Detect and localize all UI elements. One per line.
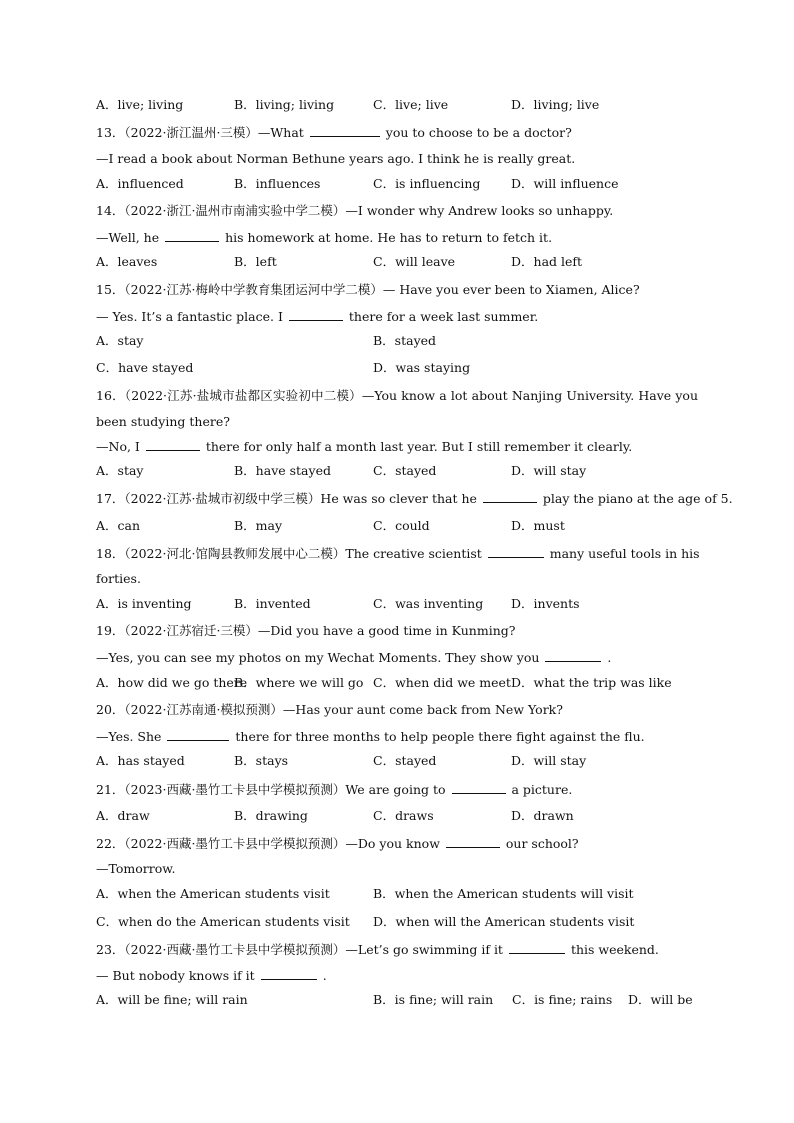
answer-option: B．when the American students will visit: [373, 886, 634, 901]
answer-blank[interactable]: [483, 490, 537, 503]
question-text-after: there for a week last summer.: [348, 309, 539, 324]
answer-option: D．had left: [511, 254, 583, 269]
question-text-after: this weekend.: [570, 942, 659, 957]
question-text-after: a picture.: [511, 782, 573, 797]
question-line: [96, 308, 538, 325]
answer-option: D．was staying: [373, 360, 471, 375]
answer-blank[interactable]: [165, 229, 219, 242]
answer-option: D．what the trip was like: [511, 675, 672, 690]
answer-blank[interactable]: [146, 438, 200, 451]
text-line: —Tomorrow.: [96, 861, 176, 876]
answer-option: B．drawing: [234, 808, 308, 823]
answer-option: D．must: [511, 518, 565, 533]
question-text: 13．（2022·浙江温州·三模）—What: [96, 125, 304, 140]
question-text: 23．（2022·西藏·墨竹工卡县中学模拟预测）—Let’s go swimming if it: [96, 942, 503, 957]
answer-option: D．living; live: [511, 97, 600, 112]
question-text: — Yes. It’s a fantastic place. I: [96, 309, 283, 324]
answer-option: A．stay: [96, 463, 144, 478]
question-line: [96, 649, 611, 666]
answer-option: C．when do the American students visit: [96, 914, 350, 929]
question-line: [96, 545, 700, 562]
question-text: 17．（2022·江苏·盐城市初级中学三模）He was so clever that he: [96, 491, 477, 506]
answer-option: B．invented: [234, 596, 311, 611]
answer-option: D．invents: [511, 596, 580, 611]
question-text: —Well, he: [96, 230, 160, 245]
answer-blank[interactable]: [446, 835, 500, 848]
answer-option: A．can: [96, 518, 141, 533]
answer-option: C．will leave: [373, 254, 456, 269]
answer-option: B．left: [234, 254, 277, 269]
answer-option: A．when the American students visit: [96, 886, 330, 901]
answer-option: B．have stayed: [234, 463, 331, 478]
question-text: —Yes. She: [96, 729, 162, 744]
answer-option: D．will stay: [511, 463, 587, 478]
question-line: [96, 728, 645, 745]
answer-option: C．stayed: [373, 463, 437, 478]
question-text: 18．（2022·河北·馆陶县教师发展中心二模）The creative scientist: [96, 546, 482, 561]
answer-option: B．is fine; will rain: [373, 992, 494, 1007]
answer-option: D．will stay: [511, 753, 587, 768]
question-text-after: there for only half a month last year. But I still remember it clearly.: [205, 439, 633, 454]
answer-option: C．draws: [373, 808, 434, 823]
answer-blank[interactable]: [488, 545, 544, 558]
question-text-after: his homework at home. He has to return to fetch it.: [225, 230, 553, 245]
answer-blank[interactable]: [545, 649, 601, 662]
answer-option: D．will influence: [511, 176, 619, 191]
answer-option: A．influenced: [96, 176, 184, 191]
question-line: [96, 835, 579, 852]
answer-option: A．how did we go there: [96, 675, 248, 690]
answer-option: B．stayed: [373, 333, 437, 348]
answer-option: D．will be: [628, 992, 693, 1007]
question-text: 22．（2022·西藏·墨竹工卡县中学模拟预测）—Do you know: [96, 836, 440, 851]
question-text-after: play the piano at the age of 5.: [542, 491, 733, 506]
question-text: —Yes, you can see my photos on my Wechat Moments. They show you: [96, 650, 540, 665]
answer-option: A．will be fine; will rain: [96, 992, 248, 1007]
answer-option: A．is inventing: [96, 596, 192, 611]
question-line: 16．（2022·江苏·盐城市盐都区实验初中二模）—You know a lot about Nanjing University. Have you: [96, 388, 698, 403]
question-text-after: .: [322, 968, 327, 983]
text-line: 14．（2022·浙江·温州市南浦实验中学二模）—I wonder why Andrew looks so unhappy.: [96, 203, 614, 218]
question-line: [96, 490, 733, 507]
text-line: 19．（2022·江苏宿迁·三模）—Did you have a good time in Kunming?: [96, 623, 516, 638]
text-line: forties.: [96, 571, 141, 586]
answer-option: C．when did we meet: [373, 675, 511, 690]
answer-option: C．is fine; rains: [512, 992, 613, 1007]
answer-option: C．stayed: [373, 753, 437, 768]
answer-option: C．is influencing: [373, 176, 481, 191]
answer-option: B．stays: [234, 753, 289, 768]
answer-blank[interactable]: [509, 941, 565, 954]
question-text-after: many useful tools in his: [549, 546, 700, 561]
answer-blank[interactable]: [452, 781, 506, 794]
answer-option: B．influences: [234, 176, 321, 191]
answer-option: A．has stayed: [96, 753, 185, 768]
answer-option: D．drawn: [511, 808, 574, 823]
question-line: [96, 941, 659, 958]
question-line: [96, 781, 572, 798]
question-line: [96, 124, 572, 141]
question-line: [96, 967, 327, 984]
answer-blank[interactable]: [261, 967, 317, 980]
question-text: 21．（2023·西藏·墨竹工卡县中学模拟预测）We are going to: [96, 782, 446, 797]
text-line: 20．（2022·江苏南通·模拟预测）—Has your aunt come back from New York?: [96, 702, 563, 717]
question-text-after: .: [607, 650, 612, 665]
answer-option: C．could: [373, 518, 430, 533]
question-text-after: there for three months to help people there fight against the flu.: [235, 729, 645, 744]
answer-option: C．live; live: [373, 97, 449, 112]
answer-blank[interactable]: [310, 124, 380, 137]
answer-option: A．draw: [96, 808, 150, 823]
answer-blank[interactable]: [167, 728, 229, 741]
question-line: [96, 229, 552, 246]
answer-option: A．stay: [96, 333, 144, 348]
question-text-after: our school?: [505, 836, 579, 851]
answer-option: C．have stayed: [96, 360, 194, 375]
answer-option: C．was inventing: [373, 596, 484, 611]
question-line: [96, 438, 632, 455]
answer-option: A．live; living: [96, 97, 184, 112]
question-text-after: you to choose to be a doctor?: [385, 125, 572, 140]
answer-option: D．when will the American students visit: [373, 914, 635, 929]
question-text: —No, I: [96, 439, 140, 454]
question-text: — But nobody knows if it: [96, 968, 255, 983]
text-line: 15．（2022·江苏·梅岭中学教育集团运河中学二模）— Have you ever been to Xiamen, Alice?: [96, 282, 640, 297]
answer-option: B．living; living: [234, 97, 335, 112]
answer-option: B．where we will go: [234, 675, 364, 690]
answer-blank[interactable]: [289, 308, 343, 321]
text-line: —I read a book about Norman Bethune years ago. I think he is really great.: [96, 151, 576, 166]
answer-option: B．may: [234, 518, 283, 533]
text-line: been studying there?: [96, 414, 230, 429]
answer-option: A．leaves: [96, 254, 158, 269]
